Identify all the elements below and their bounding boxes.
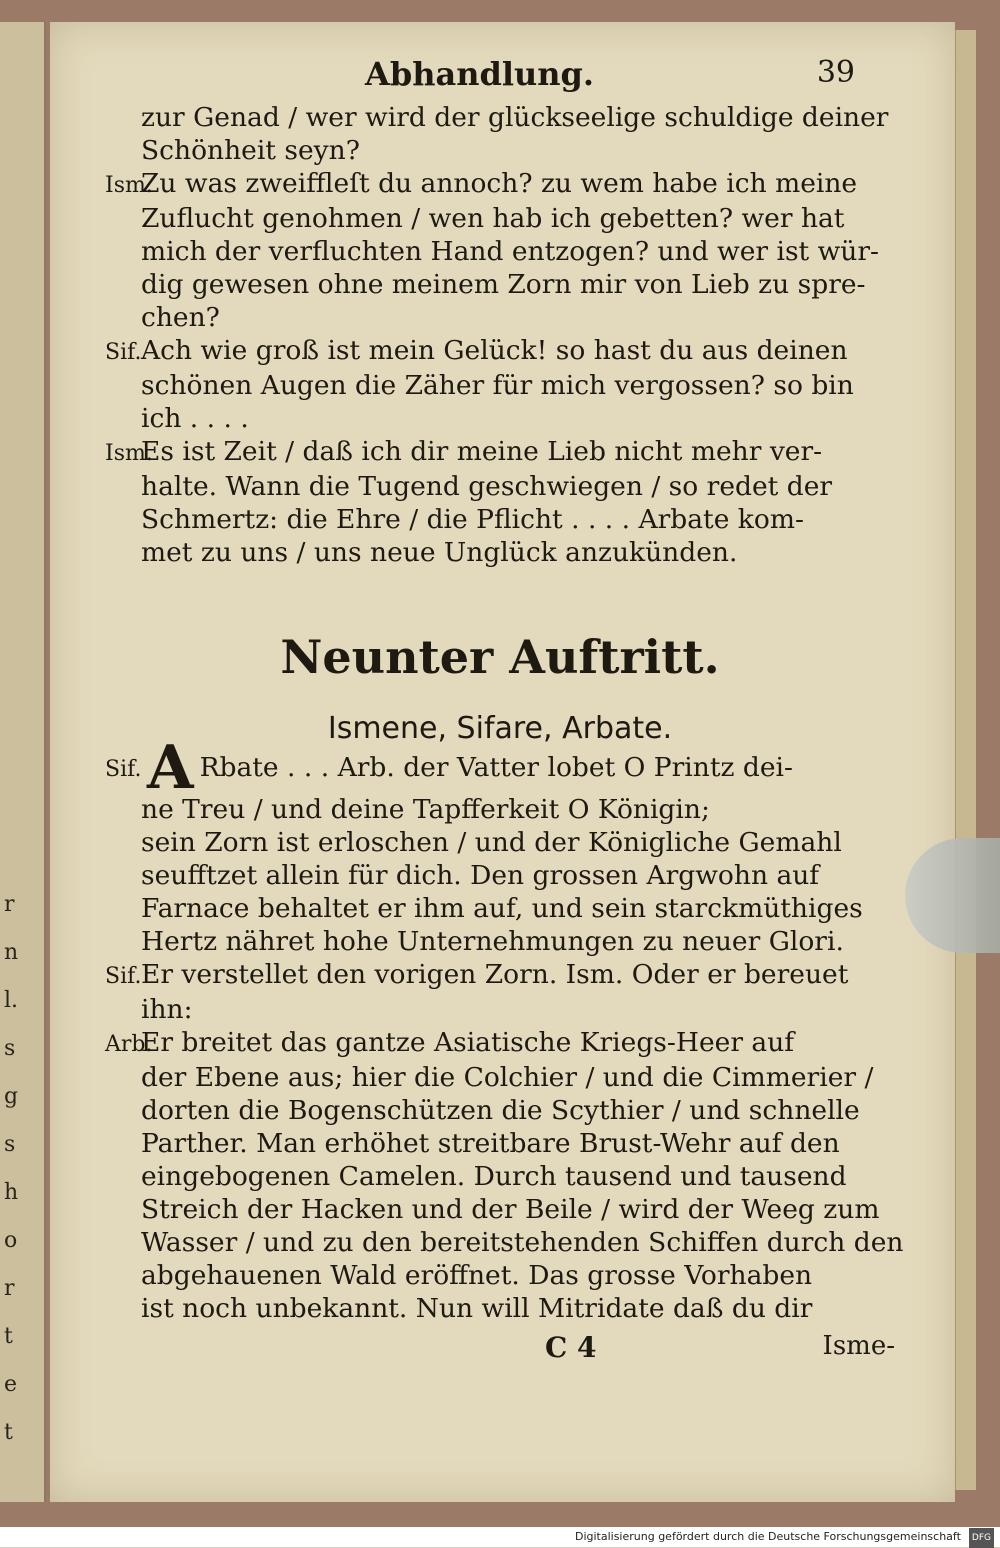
dialogue-line bbox=[105, 1226, 904, 1259]
dialogue-line bbox=[105, 101, 895, 134]
dialogue-block-1 bbox=[105, 101, 895, 569]
line-text: Schmertz: die Ehre / die Pflicht . . . . Arbate kom- bbox=[141, 504, 804, 535]
dialogue-line bbox=[105, 1292, 895, 1325]
page-text bbox=[105, 55, 904, 1371]
line-text: dig gewesen ohne meinem Zorn mir von Lieb zu spre- bbox=[141, 269, 866, 300]
line-text: zur Genad / wer wird der glückseelige schuldige deiner bbox=[141, 102, 889, 133]
signature-mark: C 4 bbox=[545, 1331, 597, 1364]
speaker-label: Arb. bbox=[105, 1032, 153, 1057]
dialogue-line bbox=[105, 503, 895, 536]
digitization-credit bbox=[0, 1527, 1000, 1547]
dialogue-line bbox=[105, 134, 895, 167]
margin-fragment: r bbox=[4, 892, 15, 917]
dialogue-line bbox=[105, 793, 895, 826]
dialogue-line bbox=[105, 859, 895, 892]
dialogue-line bbox=[105, 733, 895, 803]
line-text: Er breitet das gantze Asiatische Kriegs-Heer auf bbox=[141, 1027, 795, 1058]
line-text: Rbate . . . Arb. der Vatter lobet O Printz dei- bbox=[199, 752, 793, 783]
page-edge bbox=[955, 30, 976, 1490]
speaker-label: Ism. bbox=[105, 173, 153, 198]
line-text: schönen Augen die Zäher für mich vergossen? so bin bbox=[141, 370, 854, 401]
line-text: met zu uns / uns neue Unglück anzukünden. bbox=[141, 537, 738, 568]
dialogue-block-2 bbox=[105, 793, 904, 1325]
dialogue-line bbox=[105, 993, 895, 1026]
margin-fragment: o bbox=[4, 1228, 18, 1253]
line-text: ihn: bbox=[141, 994, 193, 1025]
dialogue-line bbox=[105, 334, 895, 369]
line-text: Parther. Man erhöhet streitbare Brust-Wehr auf den bbox=[141, 1128, 840, 1159]
previous-page-edge bbox=[0, 22, 46, 1502]
margin-fragment: t bbox=[4, 1420, 13, 1445]
speaker-label: Sif. bbox=[105, 757, 142, 782]
line-text: chen? bbox=[141, 302, 220, 333]
dialogue-line bbox=[105, 1259, 895, 1292]
line-text: eingebogenen Camelen. Durch tausend und tausend bbox=[141, 1161, 847, 1192]
running-title: Abhandlung. bbox=[365, 55, 595, 93]
dialogue-line bbox=[105, 1026, 895, 1061]
dialogue-line bbox=[105, 536, 895, 569]
line-text: der Ebene aus; hier die Colchier / und die Cimmerier / bbox=[141, 1062, 874, 1093]
line-text: Hertz nähret hohe Unternehmungen zu neuer Glori. bbox=[141, 926, 844, 957]
line-text: sein Zorn ist erloschen / und der Königliche Gemahl bbox=[141, 827, 842, 858]
dialogue-line bbox=[105, 1061, 895, 1094]
margin-fragment: e bbox=[4, 1372, 18, 1397]
line-text: dorten die Bogenschützen die Scythier / und schnelle bbox=[141, 1095, 860, 1126]
dialogue-line bbox=[105, 958, 895, 993]
catchword: Isme- bbox=[822, 1331, 895, 1361]
dialogue-line bbox=[105, 435, 895, 470]
line-text: Zu was zweiffleſt du annoch? zu wem habe ich meine bbox=[141, 168, 858, 199]
line-text: Es ist Zeit / daß ich dir meine Lieb nicht mehr ver- bbox=[141, 436, 823, 467]
line-text: Er verstellet den vorigen Zorn. Ism. Oder er bereuet bbox=[141, 959, 849, 990]
dialogue-line bbox=[105, 369, 895, 402]
dialogue-line bbox=[105, 470, 895, 503]
dialogue-line bbox=[105, 301, 895, 334]
speaker-label: Sif. bbox=[105, 340, 142, 365]
cast-line: Ismene, Sifare, Arbate. bbox=[327, 711, 673, 746]
dialogue-line bbox=[105, 1094, 895, 1127]
line-text: Ach wie groß ist mein Gelück! so hast du aus deinen bbox=[141, 335, 848, 366]
line-text: Zuflucht genohmen / wen hab ich gebetten? wer hat bbox=[141, 203, 845, 234]
line-text: seufftzet allein für dich. Den grossen Argwohn auf bbox=[141, 860, 820, 891]
running-header bbox=[105, 55, 895, 95]
line-text: Schönheit seyn? bbox=[141, 135, 360, 166]
dialogue-line bbox=[105, 1160, 895, 1193]
dialogue-line bbox=[105, 202, 895, 235]
dialogue-line bbox=[105, 235, 895, 268]
dialogue-line bbox=[105, 167, 895, 202]
line-text: Streich der Hacken und der Beile / wird der Weeg zum bbox=[141, 1194, 880, 1225]
margin-fragment: s bbox=[4, 1132, 16, 1157]
dialogue-line bbox=[105, 402, 895, 435]
page-number: 39 bbox=[816, 55, 855, 90]
dialogue-line bbox=[105, 1127, 895, 1160]
page-footer bbox=[105, 1331, 895, 1371]
line-text: ist noch unbekannt. Nun will Mitridate daß du dir bbox=[141, 1293, 813, 1324]
margin-fragment: g bbox=[4, 1084, 19, 1109]
speaker-label: Ism. bbox=[105, 441, 153, 466]
dialogue-line bbox=[105, 1193, 895, 1226]
speaker-label: Sif. bbox=[105, 964, 142, 989]
margin-fragment: s bbox=[4, 1036, 16, 1061]
margin-fragment: r bbox=[4, 1276, 15, 1301]
dialogue-line bbox=[105, 268, 895, 301]
line-text: ne Treu / und deine Tapfferkeit O Königin; bbox=[141, 794, 710, 825]
drop-cap: A bbox=[147, 733, 194, 803]
line-text: Farnace behaltet er ihm auf, und sein starckmüthiges bbox=[141, 893, 863, 924]
line-text: abgehauenen Wald eröffnet. Das grosse Vorhaben bbox=[141, 1260, 813, 1291]
dfg-logo: DFG bbox=[969, 1528, 994, 1548]
line-text: ich . . . . bbox=[141, 403, 249, 434]
margin-fragment: l. bbox=[4, 988, 19, 1013]
margin-fragment: h bbox=[4, 1180, 19, 1205]
line-text: halte. Wann die Tugend geschwiegen / so redet der bbox=[141, 471, 833, 502]
dialogue-line bbox=[105, 925, 895, 958]
line-text: mich der verfluchten Hand entzogen? und wer ist wür- bbox=[141, 236, 879, 267]
margin-fragment: t bbox=[4, 1324, 13, 1349]
margin-fragment: n bbox=[4, 940, 19, 965]
dialogue-line bbox=[105, 826, 895, 859]
scene-heading: Neunter Auftritt. bbox=[280, 630, 720, 684]
line-text: Wasser / und zu den bereitstehenden Schiffen durch den bbox=[141, 1227, 904, 1258]
dialogue-line bbox=[105, 892, 895, 925]
credit-text: Digitalisierung gefördert durch die Deutsche Forschungsgemeinschaft bbox=[574, 1530, 961, 1543]
